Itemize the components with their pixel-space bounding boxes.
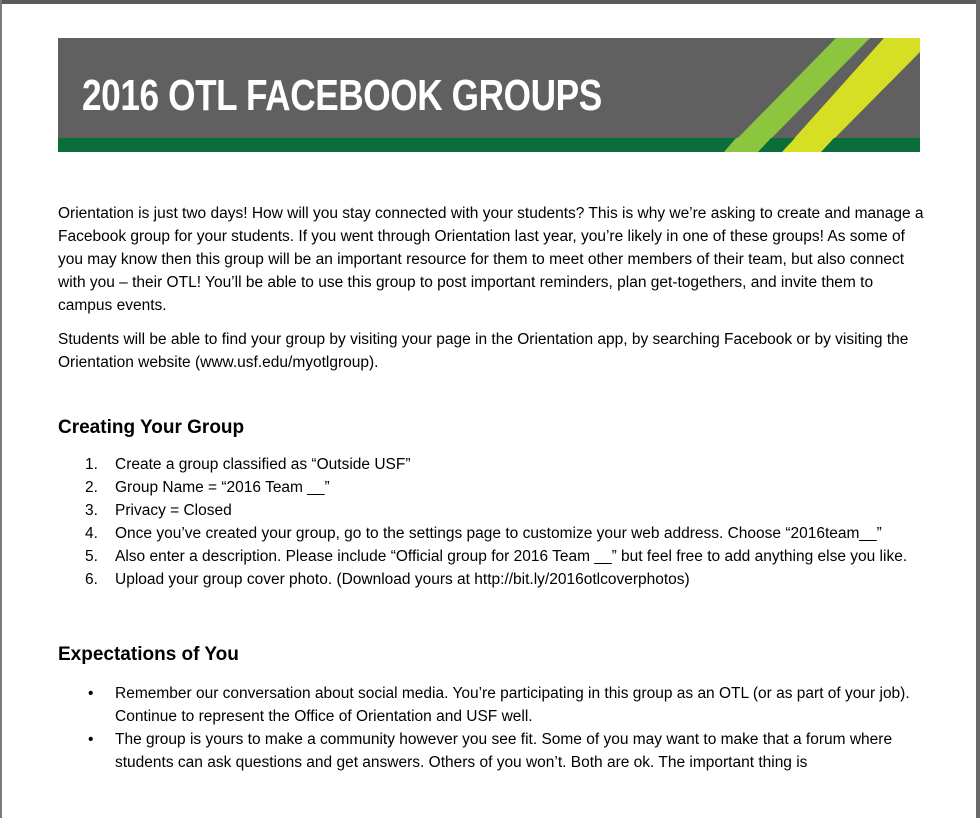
list-item-text: Create a group classified as “Outside USF” xyxy=(115,456,411,473)
list-item xyxy=(58,453,928,476)
section-heading-creating-group: Creating Your Group xyxy=(58,417,245,438)
list-number: 1. xyxy=(85,456,98,473)
title-banner xyxy=(58,38,920,152)
bullet-marker: • xyxy=(88,685,94,702)
bullet-marker: • xyxy=(88,731,94,748)
section-heading-expectations: Expectations of You xyxy=(58,644,239,665)
list-number: 5. xyxy=(85,548,98,565)
list-item xyxy=(58,476,928,499)
viewer-left-border xyxy=(0,0,2,818)
list-item xyxy=(58,522,928,545)
list-item-text: Privacy = Closed xyxy=(115,502,232,519)
list-item-text: The group is yours to make a community however you see fit. Some of you may want to make that a forum where students can ask questions and get answers. Others of you won’t. Both are ok. The important thing is xyxy=(115,731,893,771)
list-number: 6. xyxy=(85,571,98,588)
list-number: 3. xyxy=(85,502,98,519)
list-item-text: Once you’ve created your group, go to the settings page to customize your web address. Choose “2016team__” xyxy=(115,525,882,542)
list-item xyxy=(58,499,928,522)
intro-paragraph: Students will be able to find your group by visiting your page in the Orientation app, by searching Facebook or by visiting the Orientation website (www.usf.edu/myotlgroup). xyxy=(58,331,909,371)
list-item-text: Also enter a description. Please include “Official group for 2016 Team __” but feel free to add anything else you like. xyxy=(115,548,908,565)
document-title: 2016 OTL FACEBOOK GROUPS xyxy=(82,71,602,120)
list-number: 2. xyxy=(85,479,98,496)
creating-group-steps-list xyxy=(58,453,928,591)
list-item-text: Upload your group cover photo. (Download yours at http://bit.ly/2016otlcoverphotos) xyxy=(115,571,690,588)
viewer-top-border xyxy=(0,0,980,4)
list-item-text: Group Name = “2016 Team __” xyxy=(115,479,330,496)
list-item xyxy=(58,545,928,568)
list-item xyxy=(58,568,928,591)
list-item xyxy=(58,682,928,728)
intro-paragraph: Orientation is just two days! How will you stay connected with your students? This is why we’re asking to create and manage a Facebook group for your students. If you went through Orientation last year, you’re likely in one of these groups! As some of you may know then this group will be an important resource for them to meet other members of their team, but also connect with you – their OTL! You’ll be able to use this group to post important reminders, plan get-togethers, and invite them to campus events. xyxy=(58,205,924,314)
viewer-right-border xyxy=(976,0,980,818)
expectations-bullet-list xyxy=(58,682,928,774)
document-body xyxy=(58,202,928,774)
list-number: 4. xyxy=(85,525,98,542)
list-item-text: Remember our conversation about social media. You’re participating in this group as an OTL (or as part of your job). Continue to represent the Office of Orientation and USF well. xyxy=(115,685,910,725)
list-item xyxy=(58,728,928,774)
